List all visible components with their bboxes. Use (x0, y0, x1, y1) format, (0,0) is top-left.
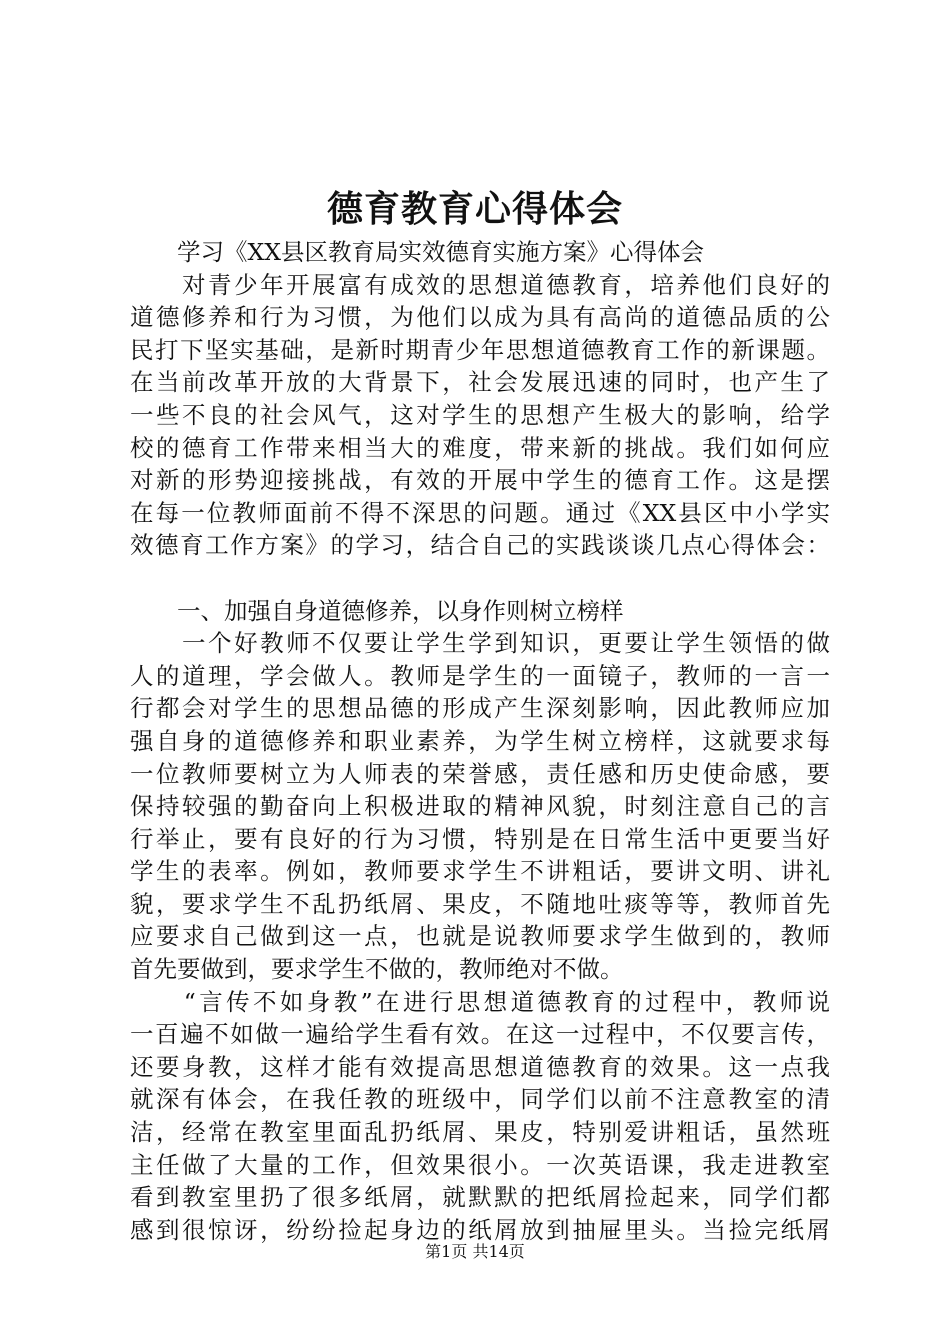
document-body (130, 236, 830, 1246)
paragraph-line: 洁，经常在教室里面乱扔纸屑、果皮，特别爱讲粗话，虽然班 (130, 1118, 830, 1147)
paragraph-line: 首先要做到，要求学生不做的，教师绝对不做。 (130, 955, 624, 984)
paragraph-line: 行举止，要有良好的行为习惯，特别是在日常生活中更要当好 (130, 824, 830, 853)
paragraph-line: 主任做了大量的工作，但效果很小。一次英语课，我走进教室 (130, 1150, 830, 1179)
paragraph-line: 校的德育工作带来相当大的难度，带来新的挑战。我们如何应 (130, 433, 830, 462)
paragraph-line: 在每一位教师面前不得不深思的问题。通过《XX县区中小学实 (130, 498, 830, 527)
paragraph-line: 应要求自己做到这一点，也就是说教师要求学生做到的，教师 (130, 922, 830, 951)
paragraph-line: 一百遍不如做一遍给学生看有效。在这一过程中，不仅要言传， (130, 1020, 830, 1049)
page-footer: 第1页 共14页 (425, 1242, 525, 1261)
paragraph-line: 看到教室里扔了很多纸屑，就默默的把纸屑捡起来，同学们都 (130, 1183, 830, 1212)
paragraph-line: 行都会对学生的思想品德的形成产生深刻影响，因此教师应加 (130, 694, 830, 723)
paragraph-line: 一个好教师不仅要让学生学到知识，更要让学生领悟的做 (130, 629, 830, 658)
document-title: 德育教育心得体会 (326, 188, 623, 230)
paragraph-line: 效德育工作方案》的学习，结合自己的实践谈谈几点心得体会： (130, 531, 830, 560)
paragraph-line: 保持较强的勤奋向上积极进取的精神风貌，时刻注意自己的言 (130, 792, 830, 821)
paragraph-line: 对青少年开展富有成效的思想道德教育，培养他们良好的 (130, 270, 830, 299)
paragraph-line: 还要身教，这样才能有效提高思想道德教育的效果。这一点我 (130, 1052, 830, 1081)
paragraph-line: 感到很惊讶，纷纷捡起身边的纸屑放到抽屉里头。当捡完纸屑 (130, 1215, 830, 1244)
paragraph-line: 就深有体会，在我任教的班级中，同学们以前不注意教室的清 (130, 1085, 830, 1114)
paragraph-line: 人的道理，学会做人。教师是学生的一面镜子，教师的一言一 (130, 661, 830, 690)
paragraph-line: 学习《XX县区教育局实效德育实施方案》心得体会 (130, 238, 704, 266)
paragraph-line: 一、加强自身道德修养，以身作则树立榜样 (130, 596, 624, 625)
paragraph-line: 一位教师要树立为人师表的荣誉感，责任感和历史使命感，要 (130, 759, 830, 788)
paragraph-line: 貌，要求学生不乱扔纸屑、果皮，不随地吐痰等等，教师首先 (130, 889, 830, 918)
paragraph-line: 对新的形势迎接挑战，有效的开展中学生的德育工作。这是摆 (130, 466, 830, 495)
paragraph-line: 在当前改革开放的大背景下，社会发展迅速的同时，也产生了 (130, 368, 830, 397)
paragraph-line: 强自身的道德修养和职业素养，为学生树立榜样，这就要求每 (130, 726, 830, 755)
paragraph-line: “言传不如身教”在进行思想道德教育的过程中，教师说 (130, 987, 830, 1016)
paragraph-line: 民打下坚实基础，是新时期青少年思想道德教育工作的新课题。 (130, 335, 830, 364)
paragraph-line: 一些不良的社会风气，这对学生的思想产生极大的影响，给学 (130, 400, 830, 429)
paragraph-line: 道德修养和行为习惯，为他们以成为具有高尚的道德品质的公 (130, 303, 830, 332)
paragraph-line: 学生的表率。例如，教师要求学生不讲粗话，要讲文明、讲礼 (130, 857, 830, 886)
blank-line (130, 562, 830, 595)
